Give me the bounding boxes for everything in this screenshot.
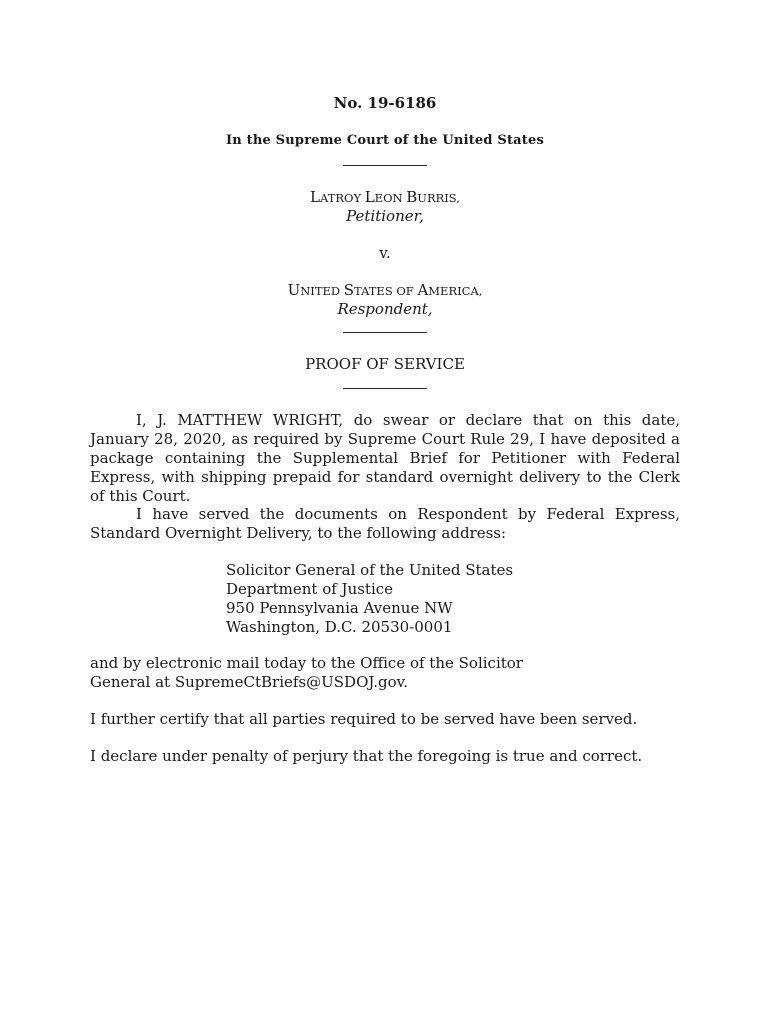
- section-title: PROOF OF SERVICE: [305, 355, 465, 373]
- address-line: 950 Pennsylvania Avenue NW: [226, 599, 453, 617]
- divider-rule: [343, 388, 427, 389]
- petitioner-role: Petitioner,: [346, 207, 424, 225]
- divider-rule: [343, 165, 427, 166]
- address-line: Solicitor General of the United States: [226, 561, 514, 579]
- paragraph-perjury: I declare under penalty of perjury that the foregoing is true and correct.: [90, 747, 643, 765]
- paragraph-email: and by electronic mail today to the Office of the Solicitor General at SupremeCtBriefs@USDOJ.gov.: [90, 654, 523, 691]
- docket-number: No. 19-6186: [333, 94, 437, 112]
- paragraph-service: I have served the documents on Respondent by Federal Express, Standard Overnight Delivery, to the following address:: [90, 505, 680, 542]
- address-line: Washington, D.C. 20530-0001: [226, 618, 453, 636]
- petitioner-name: LATROY LEON BURRIS,: [310, 188, 460, 206]
- court-name: In the Supreme Court of the United States: [225, 133, 545, 148]
- versus: v.: [379, 244, 391, 262]
- address-line: Department of Justice: [226, 580, 394, 598]
- paragraph-declaration: I, J. MATTHEW WRIGHT, do swear or declare that on this date, January 28, 2020, as required by Supreme Court Rule 29, I have deposited a package containing the Supplemental Brief for Petitioner with Federal Express, with shipping prepaid for standard overnight delivery to the Clerk of this Court.: [90, 411, 680, 505]
- divider-rule: [343, 332, 427, 333]
- respondent-role: Respondent,: [337, 300, 433, 318]
- paragraph-certify: I further certify that all parties required to be served have been served.: [90, 710, 638, 728]
- mailing-address: [226, 561, 513, 637]
- respondent-name: UNITED STATES OF AMERICA,: [287, 281, 483, 299]
